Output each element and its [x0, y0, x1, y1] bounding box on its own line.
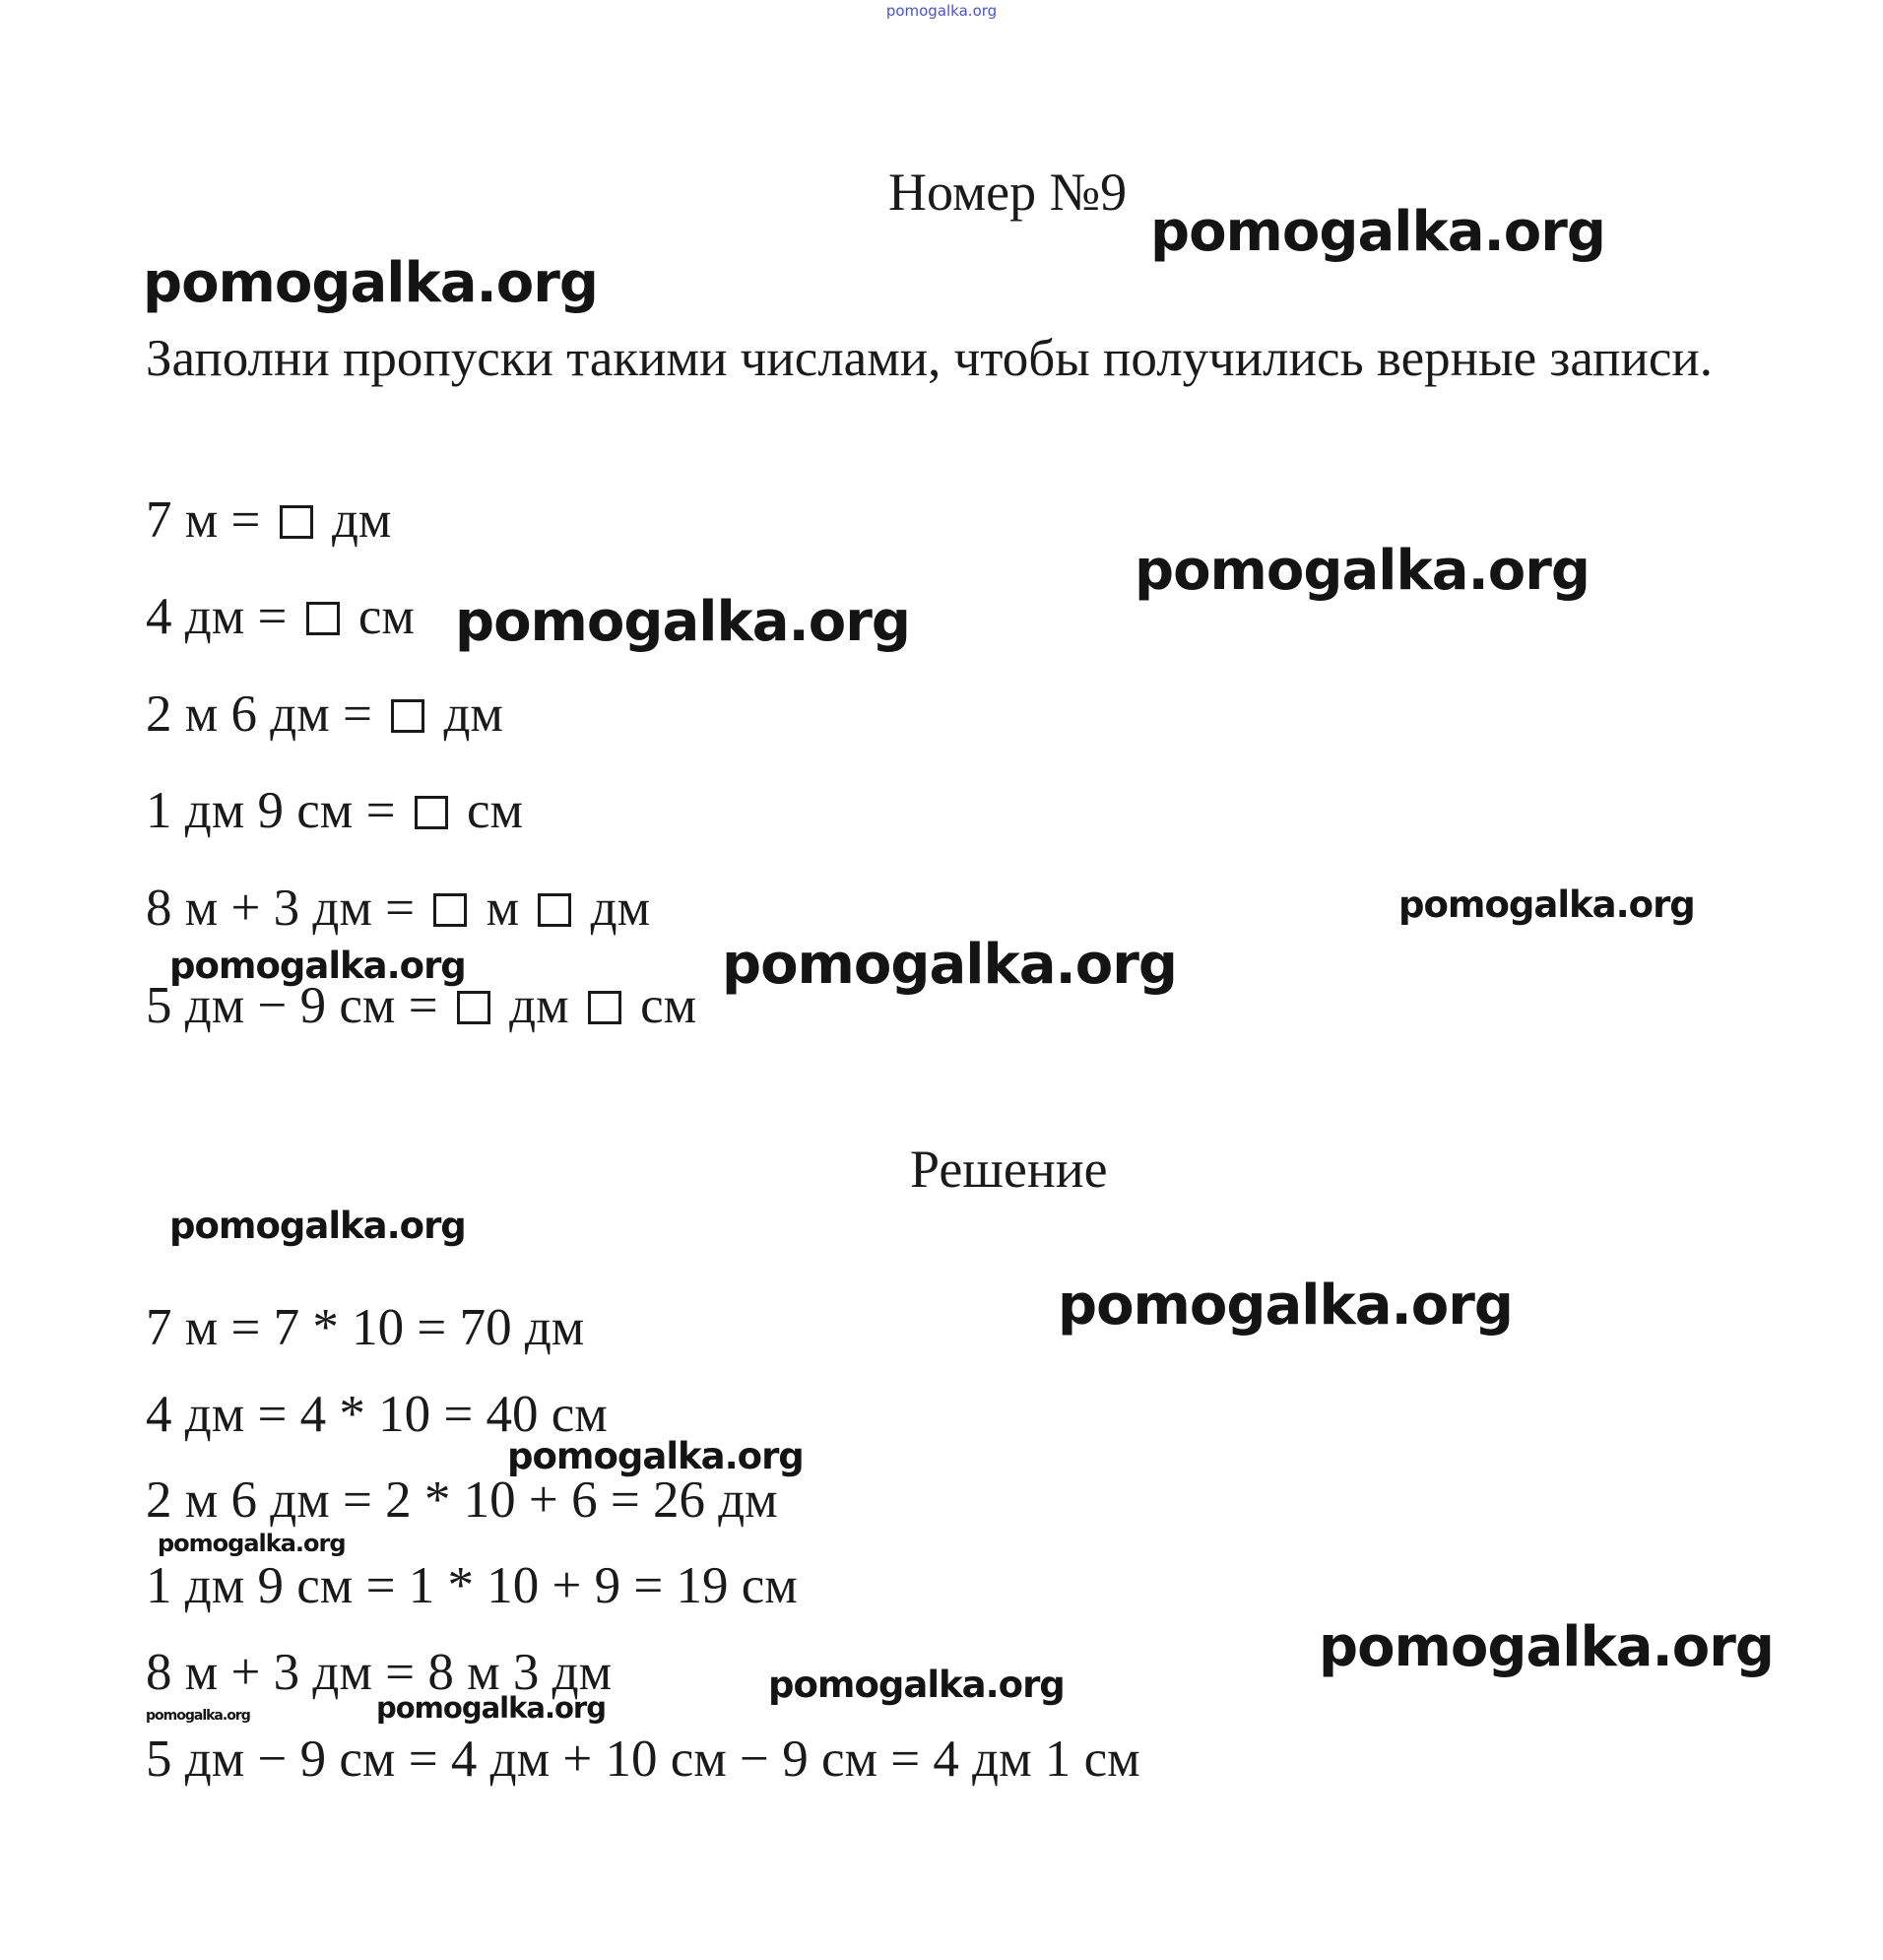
task-line-text: 7 м = [146, 491, 274, 549]
task-line-text: дм [318, 491, 392, 549]
task-line-text: 1 дм 9 см = [146, 782, 409, 839]
blank-box [538, 893, 571, 927]
blank-box [433, 893, 467, 927]
task-line-text: см [345, 588, 415, 645]
task-line-3 [146, 688, 503, 741]
blank-box [457, 991, 490, 1024]
task-line-5 [146, 882, 650, 935]
watermark: pomogalka.org [146, 1708, 250, 1724]
task-line-text: 4 дм = [146, 588, 300, 645]
task-line-2 [146, 588, 415, 645]
task-description: Заполни пропуски такими числами, чтобы получились верные записи. [146, 330, 1714, 387]
task-line-text: 2 м 6 дм = [146, 686, 386, 743]
task-line-text: 8 м + 3 дм = [146, 880, 428, 937]
watermark: pomogalka.org [768, 1664, 1065, 1706]
task-line-text: дм [577, 880, 651, 937]
blank-box [588, 991, 621, 1024]
solution-line-6: 5 дм − 9 см = 4 дм + 10 см − 9 см = 4 дм 1 см [146, 1731, 1140, 1788]
task-line-6 [146, 977, 697, 1034]
watermark: pomogalka.org [1319, 1615, 1774, 1679]
top-watermark: pomogalka.org [885, 2, 998, 20]
solution-line-3: 2 м 6 дм = 2 * 10 + 6 = 26 дм [146, 1471, 778, 1529]
watermark: pomogalka.org [507, 1435, 804, 1477]
task-line-4 [146, 782, 524, 839]
task-line-text: см [453, 782, 524, 839]
watermark: pomogalka.org [722, 933, 1177, 997]
task-line-text: 5 дм − 9 см = [146, 977, 451, 1034]
task-line-1 [146, 491, 392, 549]
page-title: Номер №9 [888, 163, 1128, 222]
watermark: pomogalka.org [1398, 883, 1695, 926]
watermark: pomogalka.org [169, 1205, 466, 1247]
solution-line-1: 7 м = 7 * 10 = 70 дм [146, 1299, 585, 1356]
blank-box [306, 602, 340, 635]
task-line-text: дм [430, 686, 503, 743]
solution-line-2: 4 дм = 4 * 10 = 40 см [146, 1386, 608, 1443]
solution-title: Решение [910, 1140, 1108, 1199]
watermark: pomogalka.org [1150, 200, 1605, 264]
watermark: pomogalka.org [376, 1691, 606, 1725]
blank-box [280, 505, 313, 539]
blank-box [391, 699, 424, 733]
solution-line-4: 1 дм 9 см = 1 * 10 + 9 = 19 см [146, 1557, 798, 1614]
task-line-text: см [626, 977, 697, 1034]
watermark: pomogalka.org [158, 1530, 346, 1557]
task-line-text: м [473, 880, 533, 937]
watermark: pomogalka.org [1058, 1274, 1513, 1338]
watermark: pomogalka.org [143, 251, 598, 315]
watermark: pomogalka.org [169, 945, 466, 987]
watermark: pomogalka.org [455, 590, 910, 654]
solution-line-5: 8 м + 3 дм = 8 м 3 дм [146, 1644, 613, 1701]
task-line-text: дм [495, 977, 582, 1034]
blank-box [415, 796, 448, 829]
watermark: pomogalka.org [1135, 539, 1590, 603]
